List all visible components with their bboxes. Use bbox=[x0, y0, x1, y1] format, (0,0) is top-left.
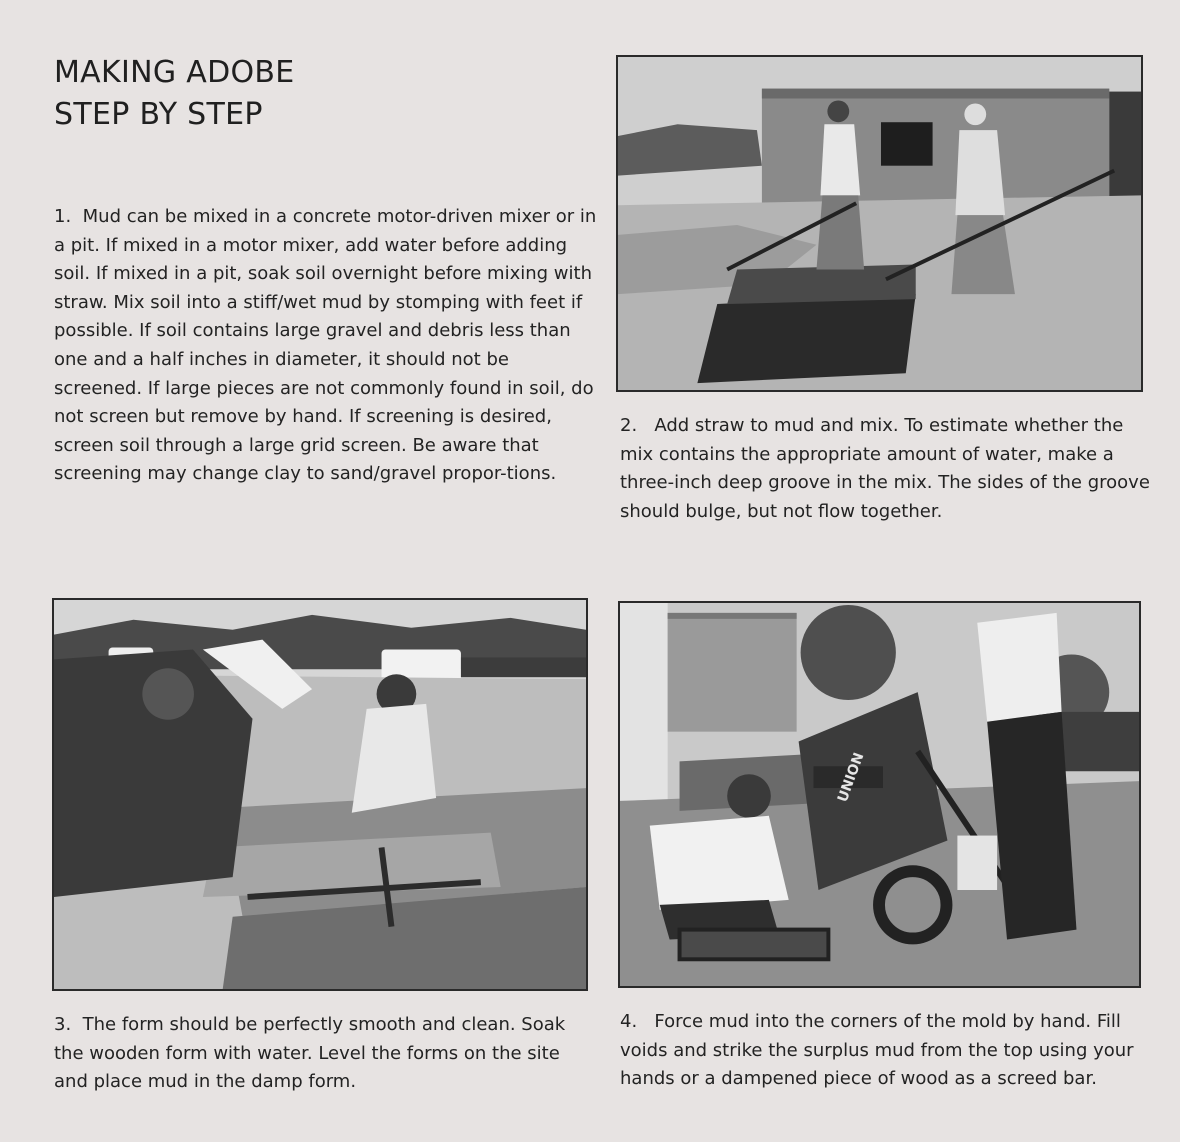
step-3-body: The form should be perfectly smooth and clean. Soak the wooden form with water. Level the forms on the site and place mud in the damp form. bbox=[54, 1014, 566, 1093]
photo-forms-illustration bbox=[54, 600, 586, 989]
step-1-text bbox=[54, 203, 602, 489]
step-3-text bbox=[54, 1011, 594, 1097]
step-4-text bbox=[620, 1008, 1150, 1094]
photo-wheelbarrow-filling-mold bbox=[618, 601, 1141, 988]
photo-wheelbarrow-illustration bbox=[620, 603, 1139, 986]
step-2-body: Add straw to mud and mix. To estimate whether the mix contains the appropriate amount of water, make a three-inch deep groove in the mix. The sides of the groove should bulge, but not flow together. bbox=[620, 415, 1150, 522]
step-1-number: 1. bbox=[54, 206, 72, 227]
step-2-text bbox=[620, 412, 1150, 526]
photo-mixing-illustration bbox=[618, 57, 1141, 390]
step-3-number: 3. bbox=[54, 1014, 72, 1035]
photo-placing-mud-in-forms bbox=[52, 598, 588, 991]
page-title bbox=[54, 52, 295, 136]
step-4-number: 4. bbox=[620, 1011, 638, 1032]
photo-mixing-mud-in-pit bbox=[616, 55, 1143, 392]
wheelbarrow-brand-label: UNION bbox=[834, 750, 868, 805]
step-4-body: Force mud into the corners of the mold by hand. Fill voids and strike the surplus mud from the top using your hands or a dampened piece of wood as a screed bar. bbox=[620, 1011, 1134, 1090]
step-1-body: Mud can be mixed in a concrete motor-driven mixer or in a pit. If mixed in a motor mixer, add water before adding soil. If mixed in a pit, soak soil overnight before mixing with straw. Mix soil into a stiff/wet mud by stomping with feet if possible. If soil contains large gravel and debris less than one and a half inches in diameter, it should not be screened. If large pieces are not commonly found in soil, do not screen but remove by hand. If screening is desired, screen soil through a large grid screen. Be aware that screening may change clay to sand/gravel propor-tions. bbox=[54, 206, 597, 485]
title-line-2: STEP BY STEP bbox=[54, 97, 263, 132]
step-2-number: 2. bbox=[620, 415, 638, 436]
title-line-1: MAKING ADOBE bbox=[54, 55, 295, 90]
